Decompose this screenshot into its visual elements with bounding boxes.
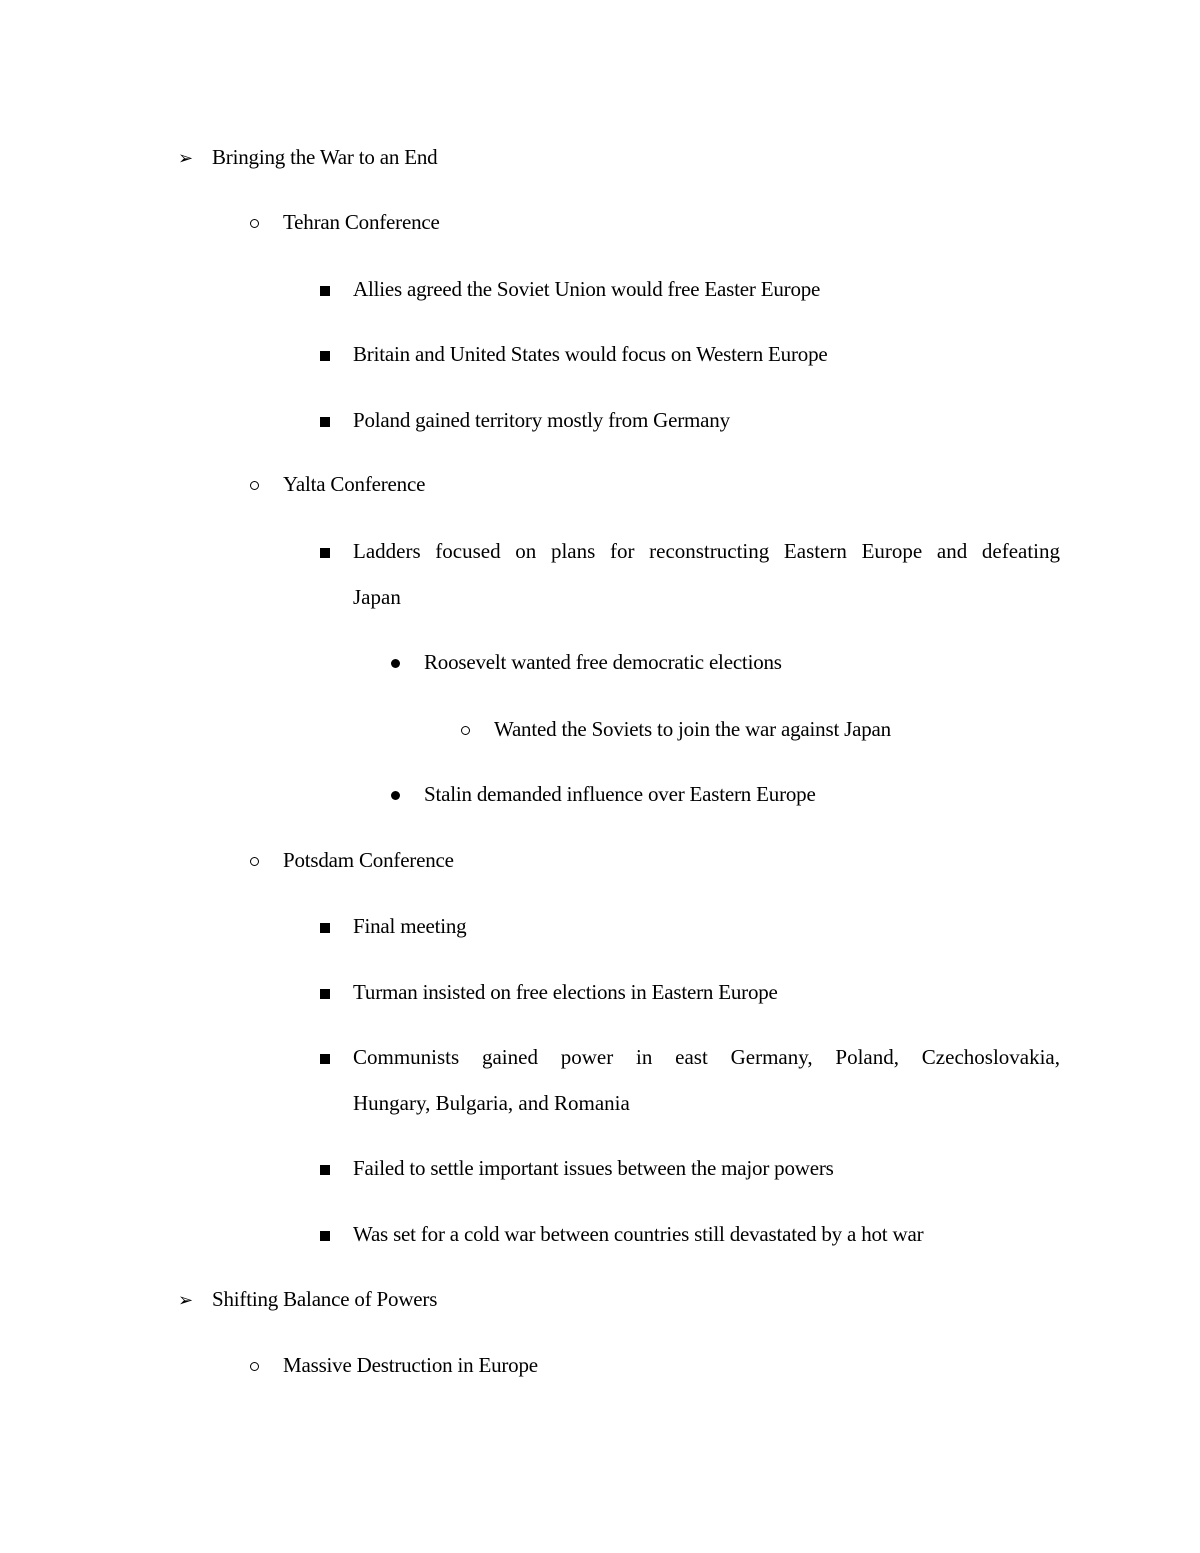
filled-dot-bullet-icon — [391, 659, 400, 668]
potsdam-communists-line-1: Communists gained power in east Germany, Poland, Czechoslovakia, — [353, 1045, 1060, 1069]
tehran-item-1: Allies agreed the Soviet Union would free Easter Europe — [353, 277, 821, 301]
yalta-roosevelt: Roosevelt wanted free democratic elections — [424, 650, 782, 674]
tehran-item-3: Poland gained territory mostly from Germany — [353, 408, 730, 432]
hollow-circle-bullet-icon — [250, 219, 259, 228]
filled-square-bullet-icon — [320, 417, 330, 427]
tehran-item-2: Britain and United States would focus on Western Europe — [353, 342, 828, 366]
filled-square-bullet-icon — [320, 351, 330, 361]
massive-destruction: Massive Destruction in Europe — [283, 1353, 538, 1377]
filled-dot-bullet-icon — [391, 791, 400, 800]
yalta-title: Yalta Conference — [283, 472, 426, 496]
hollow-circle-bullet-icon — [250, 857, 259, 866]
arrow-bullet-icon: ➢ — [178, 1290, 194, 1310]
filled-square-bullet-icon — [320, 923, 330, 933]
yalta-item-1-line-1: Ladders focused on plans for reconstructing Eastern Europe and defeating — [353, 539, 1060, 563]
arrow-bullet-icon: ➢ — [178, 148, 194, 168]
potsdam-final: Final meeting — [353, 914, 467, 938]
potsdam-communists-line-2: Hungary, Bulgaria, and Romania — [353, 1091, 630, 1115]
hollow-circle-bullet-icon — [250, 1362, 259, 1371]
filled-square-bullet-icon — [320, 548, 330, 558]
yalta-item-1-line-2: Japan — [353, 585, 401, 609]
potsdam-truman: Turman insisted on free elections in Eastern Europe — [353, 980, 778, 1004]
filled-square-bullet-icon — [320, 1054, 330, 1064]
hollow-circle-bullet-icon — [250, 481, 259, 490]
heading-war-end: Bringing the War to an End — [212, 145, 438, 169]
filled-square-bullet-icon — [320, 1231, 330, 1241]
hollow-circle-bullet-icon — [461, 726, 470, 735]
potsdam-failed: Failed to settle important issues between the major powers — [353, 1156, 834, 1180]
yalta-soviets-japan: Wanted the Soviets to join the war against Japan — [494, 717, 891, 741]
filled-square-bullet-icon — [320, 989, 330, 999]
yalta-stalin: Stalin demanded influence over Eastern Europe — [424, 782, 816, 806]
tehran-title: Tehran Conference — [283, 210, 440, 234]
heading-balance: Shifting Balance of Powers — [212, 1287, 438, 1311]
potsdam-cold-war: Was set for a cold war between countries still devastated by a hot war — [353, 1222, 924, 1246]
filled-square-bullet-icon — [320, 1165, 330, 1175]
filled-square-bullet-icon — [320, 286, 330, 296]
potsdam-title: Potsdam Conference — [283, 848, 454, 872]
